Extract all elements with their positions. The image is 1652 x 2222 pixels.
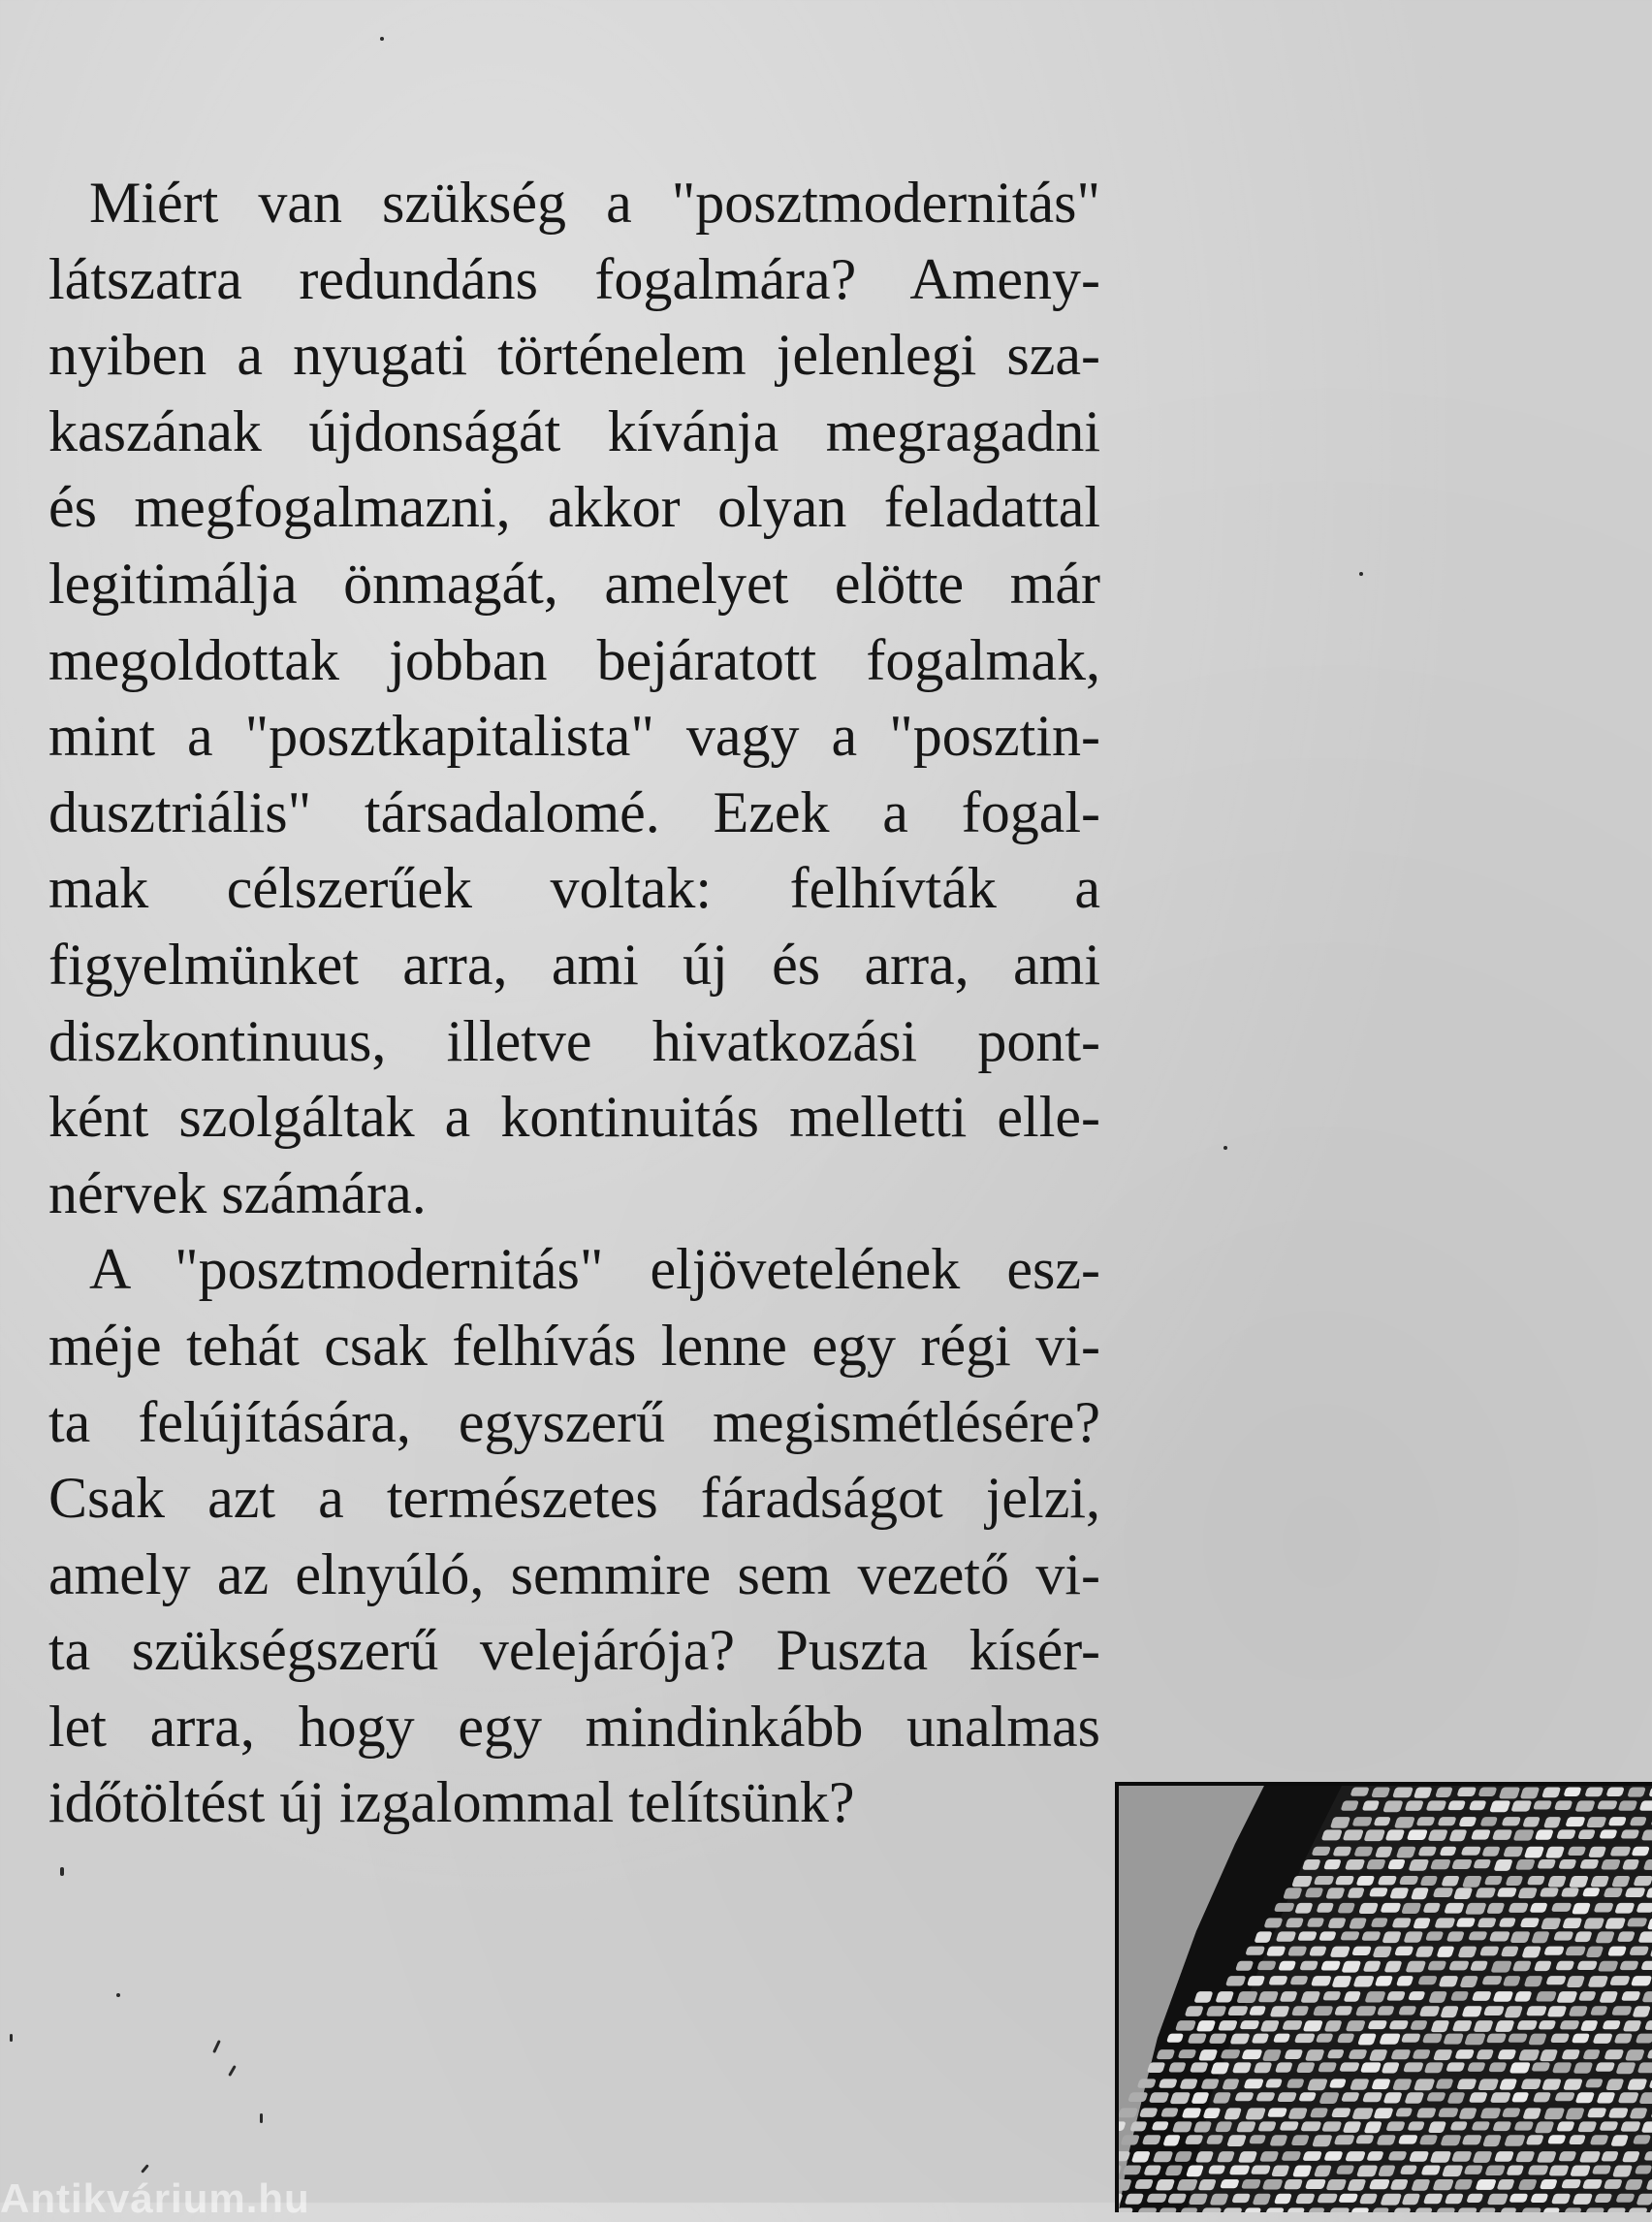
cobblestone	[1486, 2034, 1507, 2044]
cobblestone	[1615, 2194, 1635, 2203]
cobblestone	[1351, 1817, 1372, 1826]
cobblestone	[1251, 2166, 1271, 2174]
text-line: időtöltést új izgalommal telítsünk?	[48, 1764, 1100, 1841]
cobblestone	[1262, 2179, 1284, 2190]
cobblestone	[1355, 2006, 1377, 2016]
text-line: ta szükségszerű velejárója? Puszta kísér-	[48, 1612, 1100, 1689]
cobblestone	[1282, 2020, 1303, 2030]
cobblestone	[1565, 1947, 1586, 1956]
cobblestone	[1305, 2179, 1326, 2189]
cobblestone	[1594, 1903, 1614, 1913]
text-line: látszatra redundáns fogalmára? Ameny-	[48, 241, 1100, 318]
cobblestone	[1576, 1961, 1598, 1970]
text-line: nérvek számára.	[48, 1156, 1100, 1232]
cobblestone	[1311, 1976, 1332, 1985]
cobblestone	[1451, 1859, 1473, 1869]
cobblestone	[1627, 1918, 1648, 1926]
cobblestone	[1475, 1888, 1496, 1897]
cobblestone	[1277, 2092, 1297, 2102]
cobblestone	[1317, 2194, 1338, 2204]
cobblestone	[1461, 1847, 1481, 1856]
cobblestone	[1545, 1976, 1566, 1984]
cobblestone	[1509, 2194, 1528, 2203]
cobblestone	[1543, 1947, 1565, 1955]
cobblestone	[1565, 1817, 1585, 1826]
text-line: legitimálja önmagát, amelyet elötte már	[48, 546, 1100, 622]
cobblestone	[1483, 2006, 1505, 2016]
cobblestone	[1369, 1888, 1388, 1896]
cobblestone	[1526, 2006, 1547, 2016]
text-line: mak célszerűek voltak: felhívták a	[48, 850, 1100, 927]
cobblestone	[1508, 1903, 1528, 1913]
dust-speck	[10, 2034, 13, 2042]
cobblestone	[1426, 2092, 1446, 2101]
cobblestone	[1553, 1931, 1573, 1940]
cobblestone	[1313, 2006, 1334, 2016]
cobblestone	[1279, 2121, 1299, 2130]
cobblestone	[1536, 1991, 1557, 2001]
text-line: amely az elnyúló, semmire sem vezető vi-	[48, 1537, 1100, 1613]
cobblestone	[1520, 2079, 1541, 2089]
dust-speck	[212, 2040, 221, 2053]
cobblestone	[1597, 1800, 1618, 1809]
cobblestone	[1175, 2020, 1196, 2031]
cobblestone	[1481, 1976, 1503, 1984]
cobblestone	[1381, 1903, 1402, 1913]
cobblestone	[1369, 2179, 1390, 2189]
cobblestone	[1360, 2062, 1382, 2072]
cobblestone	[1430, 1859, 1451, 1869]
body-text	[48, 165, 1100, 1841]
cobblestone	[1378, 1876, 1397, 1885]
text-line: Csak azt a természetes fáradságot jelzi,	[48, 1460, 1100, 1537]
cobblestone	[1582, 2179, 1603, 2189]
cobblestone	[1502, 1817, 1522, 1825]
cobblestone	[1531, 2062, 1550, 2071]
cobblestone	[1241, 2049, 1262, 2059]
text-line: dusztriális" társadalomé. Ezek a fogal-	[48, 775, 1100, 851]
cobblestone	[1398, 2135, 1418, 2143]
dust-speck	[1359, 572, 1363, 576]
dust-speck	[116, 1993, 120, 1997]
cobblestone	[1367, 2020, 1387, 2029]
cobblestone	[1631, 1976, 1652, 1985]
cobblestone	[1361, 1931, 1382, 1940]
cobblestone	[1268, 1976, 1287, 1984]
cobblestone	[1456, 1788, 1477, 1797]
cobblestone	[1434, 1918, 1455, 1927]
cobblestone	[1146, 2194, 1167, 2203]
cobblestone	[1119, 2207, 1133, 2212]
cobblestone	[1528, 2166, 1549, 2175]
text-line: let arra, hogy egy mindinkább unalmas	[48, 1689, 1100, 1765]
cobblestone	[1592, 2166, 1611, 2174]
cobblestone	[1256, 1961, 1277, 1970]
cobblestone	[1508, 2034, 1528, 2043]
text-line: megoldottak jobban bejáratott fogalmak,	[48, 622, 1100, 699]
cobblestone	[1294, 2034, 1316, 2044]
cobblestone	[1516, 2020, 1538, 2030]
cobblestone	[1334, 2135, 1355, 2144]
cobblestone	[1426, 1800, 1447, 1810]
cobblestone	[1227, 2006, 1249, 2016]
cobblestone	[1520, 1918, 1541, 1927]
text-line: Miért van szükség a "posztmodernitás"	[48, 165, 1100, 241]
paragraph-1	[48, 165, 1100, 1231]
cobblestone	[1267, 2108, 1287, 2116]
cobblestone	[1561, 2179, 1581, 2188]
cobblestone	[1362, 2092, 1382, 2102]
cobblestone	[1540, 1888, 1560, 1896]
cobblestone	[1489, 1931, 1510, 1941]
cobblestone	[1433, 1888, 1454, 1897]
cobblestone	[1554, 2092, 1575, 2101]
cobblestone	[1533, 1800, 1552, 1809]
cobblestone	[1255, 2092, 1275, 2101]
cobblestone	[1339, 2062, 1360, 2071]
cobblestone	[1351, 1947, 1372, 1955]
cobblestone	[1401, 2034, 1421, 2043]
cobblestone	[1417, 1976, 1438, 1984]
text-line: kaszának újdonságát kívánja megragadni	[48, 394, 1100, 470]
dust-speck	[1223, 1146, 1227, 1150]
cobblestone	[1629, 1947, 1649, 1955]
cobblestone	[1550, 2034, 1570, 2043]
dust-speck	[141, 2164, 149, 2174]
cobblestone	[1234, 2092, 1254, 2101]
cobblestone	[1513, 2121, 1534, 2130]
cobblestone	[1497, 1888, 1517, 1897]
cobblestone	[1300, 2121, 1321, 2131]
cobblestone	[1403, 2062, 1424, 2072]
dust-speck	[260, 2113, 263, 2123]
cobblestone	[1220, 2179, 1240, 2188]
cobblestone	[1625, 1888, 1646, 1897]
cobblestone	[1345, 2151, 1366, 2161]
text-line: figyelmünket arra, ami új és arra, ami	[48, 927, 1100, 1003]
cobblestone	[1556, 1829, 1576, 1839]
cobblestone	[1335, 1876, 1354, 1885]
cobblestone	[1312, 1847, 1331, 1856]
cobblestone	[1340, 1931, 1360, 1940]
text-line: ként szolgáltak a kontinuitás melletti elle-	[48, 1079, 1100, 1156]
paragraph-2	[48, 1231, 1100, 1841]
cobblestone	[1281, 2151, 1301, 2161]
cobblestone	[1314, 1876, 1335, 1885]
text-line: nyiben a nyugati történelem jelenlegi sza-	[48, 317, 1100, 394]
cobblestone	[1274, 1903, 1295, 1912]
dust-speck	[228, 2065, 237, 2077]
cobblestone	[1609, 1976, 1631, 1985]
cobblestone	[1239, 2020, 1259, 2029]
cobblestone	[1388, 2020, 1409, 2029]
cobblestone	[1609, 1847, 1631, 1857]
dust-speck	[60, 1867, 64, 1876]
text-line: méje tehát csak felhívás lenne egy régi vi-	[48, 1308, 1100, 1384]
cobblestone	[1243, 2079, 1263, 2088]
text-line: mint a "posztkapitalista" vagy a "posztin-	[48, 698, 1100, 775]
text-line: A "posztmodernitás" eljövetelének esz-	[48, 1231, 1100, 1308]
cobblestone	[1619, 1961, 1638, 1970]
cobblestone	[1448, 1961, 1470, 1971]
cobblestone	[1297, 1931, 1318, 1940]
cobblestone	[1611, 2006, 1633, 2015]
text-line: és megfogalmazni, akkor olyan feladattal	[48, 469, 1100, 546]
cobblestone	[1472, 1991, 1492, 2001]
cobblestone	[1595, 2062, 1615, 2071]
cobblestone	[1620, 2121, 1641, 2131]
cobblestone	[1407, 1829, 1428, 1840]
cobblestone	[1241, 2179, 1261, 2189]
cobblestone	[1338, 2194, 1358, 2203]
cobblestone	[1229, 2166, 1251, 2175]
text-line: ta felújítására, egyszerű megismétlésére?	[48, 1384, 1100, 1461]
watermark: Antikvárium.hu	[0, 2175, 310, 2222]
cobblestone	[1245, 1947, 1265, 1955]
cobblestone	[1320, 1961, 1341, 1971]
cobblestone	[1438, 2108, 1459, 2117]
cobblestone	[1559, 2020, 1579, 2029]
cobblestone	[1399, 1876, 1419, 1885]
cobblestone-photo	[1115, 1782, 1652, 2212]
cobblestone	[1620, 1829, 1639, 1838]
cobblestone-image	[1119, 1786, 1652, 2212]
cobblestone	[1456, 1918, 1477, 1926]
cobblestone	[1221, 2049, 1241, 2058]
text-line: diszkontinuus, illetve hivatkozási pont-	[48, 1003, 1100, 1080]
cobblestone	[1551, 1903, 1573, 1912]
cobblestone	[1422, 2034, 1443, 2044]
cobblestone	[1331, 2108, 1351, 2117]
cobblestone	[1468, 1931, 1487, 1940]
cobblestone	[1128, 2092, 1148, 2102]
dust-speck	[380, 37, 384, 41]
